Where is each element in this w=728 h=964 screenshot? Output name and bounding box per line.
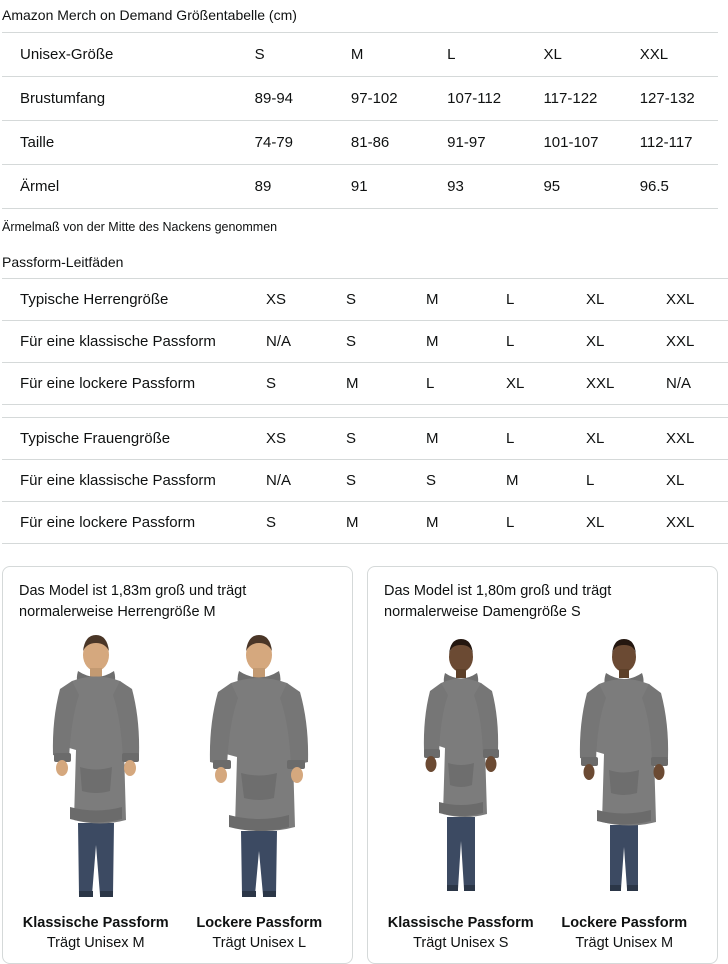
cell: XL — [488, 362, 568, 404]
cell: L — [488, 278, 568, 320]
cell: 127-132 — [622, 77, 718, 121]
page-title: Amazon Merch on Demand Größentabelle (cm) — [2, 7, 297, 23]
cell: M — [408, 278, 488, 320]
male-classic-fit-illustration — [26, 627, 166, 905]
cell: 96.5 — [622, 165, 718, 209]
cell: 95 — [525, 165, 621, 209]
cell: 81-86 — [333, 121, 429, 165]
cell: 117-122 — [525, 77, 621, 121]
mens-fit-table — [2, 278, 728, 405]
female-classic-fit-illustration — [391, 627, 531, 905]
cell: S — [248, 501, 328, 543]
cell: 89 — [237, 165, 333, 209]
model-cards — [2, 566, 718, 964]
male-loose-fit-illustration — [189, 627, 329, 905]
cell: 91-97 — [429, 121, 525, 165]
cell: M — [333, 33, 429, 77]
cell: L — [488, 501, 568, 543]
figure-group — [19, 627, 336, 951]
sleeve-note: Ärmelmaß von der Mitte des Nackens genommen — [2, 220, 278, 235]
fit-wearing: Trägt Unisex M — [575, 934, 674, 951]
cell: M — [408, 417, 488, 459]
cell: XXL — [648, 501, 728, 543]
cell: XXL — [622, 33, 718, 77]
cell: 101-107 — [525, 121, 621, 165]
figure-classic-female — [384, 627, 538, 951]
table-row — [2, 362, 728, 404]
cell: 74-79 — [237, 121, 333, 165]
row-label: Für eine klassische Passform — [2, 320, 248, 362]
cell: 112-117 — [622, 121, 718, 165]
row-label: Für eine lockere Passform — [2, 362, 248, 404]
cell: S — [408, 459, 488, 501]
cell: M — [328, 501, 408, 543]
row-label: Taille — [2, 121, 237, 165]
row-label: Für eine lockere Passform — [2, 501, 248, 543]
table-row — [2, 121, 718, 165]
cell: N/A — [648, 362, 728, 404]
cell: N/A — [248, 459, 328, 501]
row-label: Typische Frauengröße — [2, 417, 248, 459]
row-label: Ärmel — [2, 165, 237, 209]
table-row — [2, 77, 718, 121]
row-label: Typische Herrengröße — [2, 278, 248, 320]
cell: XL — [648, 459, 728, 501]
fit-guides-label: Passform-Leitfäden — [2, 253, 124, 270]
cell: 93 — [429, 165, 525, 209]
model-caption: Das Model ist 1,80m groß und trägt normalerweise Damengröße S — [384, 582, 612, 620]
measurements-table — [2, 32, 718, 209]
cell: XXL — [568, 362, 648, 404]
cell: XS — [248, 417, 328, 459]
cell: XL — [568, 501, 648, 543]
cell: S — [248, 362, 328, 404]
female-loose-fit-illustration — [554, 627, 694, 905]
table-row — [2, 33, 718, 77]
figure-group — [384, 627, 701, 951]
cell: 97-102 — [333, 77, 429, 121]
cell: L — [408, 362, 488, 404]
cell: 107-112 — [429, 77, 525, 121]
figure-classic-male — [19, 627, 173, 951]
model-card-male — [2, 566, 353, 964]
cell: M — [488, 459, 568, 501]
row-label: Brustumfang — [2, 77, 237, 121]
fit-name: Lockere Passform — [196, 914, 323, 931]
model-caption: Das Model ist 1,83m groß und trägt normalerweise Herrengröße M — [19, 582, 247, 620]
fit-name: Klassische Passform — [22, 914, 169, 931]
cell: XL — [568, 320, 648, 362]
cell: S — [237, 33, 333, 77]
table-row — [2, 459, 728, 501]
fit-name: Lockere Passform — [561, 914, 688, 931]
cell: XL — [525, 33, 621, 77]
cell: S — [328, 417, 408, 459]
model-card-female — [367, 566, 718, 964]
row-label: Unisex-Größe — [2, 33, 237, 77]
cell: L — [488, 417, 568, 459]
cell: S — [328, 320, 408, 362]
cell: XXL — [648, 320, 728, 362]
fit-wearing: Trägt Unisex L — [212, 934, 307, 951]
cell: XL — [568, 417, 648, 459]
cell: M — [408, 320, 488, 362]
cell: XXL — [648, 278, 728, 320]
cell: XL — [568, 278, 648, 320]
table-row — [2, 165, 718, 209]
cell: L — [429, 33, 525, 77]
table-row — [2, 278, 728, 320]
cell: M — [408, 501, 488, 543]
row-label: Für eine klassische Passform — [2, 459, 248, 501]
table-spacer — [0, 405, 720, 417]
cell: N/A — [248, 320, 328, 362]
fit-name: Klassische Passform — [387, 914, 534, 931]
womens-fit-table — [2, 417, 728, 544]
cell: XXL — [648, 417, 728, 459]
cell: S — [328, 459, 408, 501]
cell: 89-94 — [237, 77, 333, 121]
figure-loose-male — [183, 627, 337, 951]
table-row — [2, 320, 728, 362]
fit-wearing: Trägt Unisex S — [413, 934, 509, 951]
cell: 91 — [333, 165, 429, 209]
figure-loose-female — [548, 627, 702, 951]
cell: S — [328, 278, 408, 320]
cell: L — [488, 320, 568, 362]
cell: L — [568, 459, 648, 501]
cell: M — [328, 362, 408, 404]
table-row — [2, 501, 728, 543]
table-row — [2, 417, 728, 459]
fit-wearing: Trägt Unisex M — [46, 934, 145, 951]
cell: XS — [248, 278, 328, 320]
